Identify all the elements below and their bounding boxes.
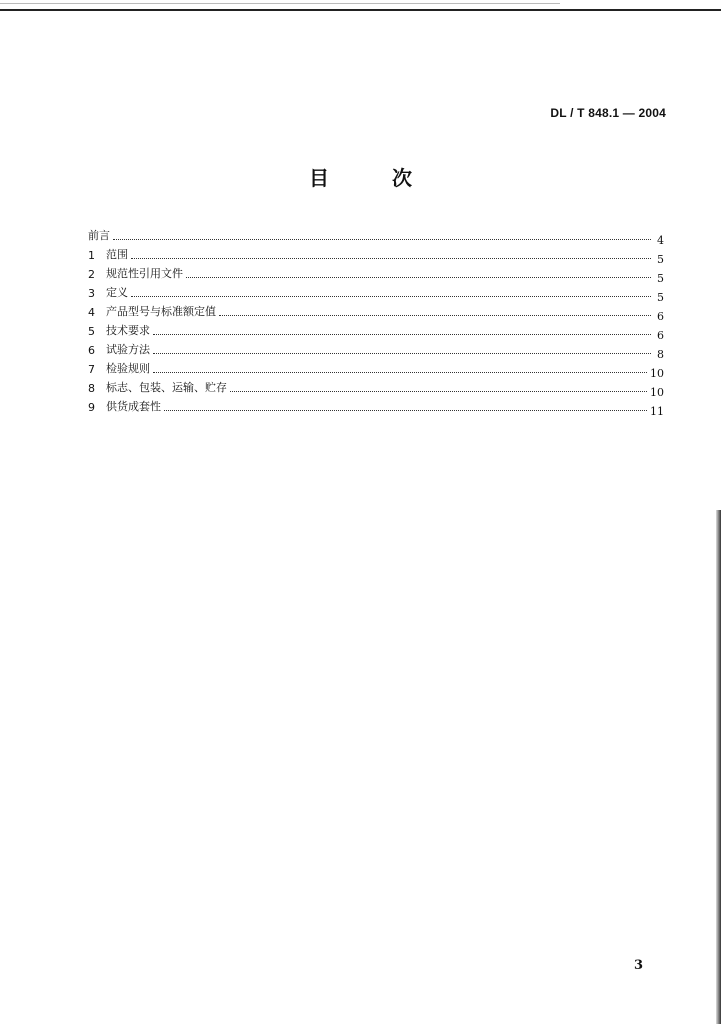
scan-top-edge-faint <box>0 3 560 4</box>
page-number: 3 <box>634 958 644 973</box>
toc-entry-test-methods[interactable] <box>88 338 664 361</box>
toc-entry-scope[interactable] <box>88 243 664 266</box>
toc-entry-label: 产品型号与标准额定值 <box>106 305 216 318</box>
toc-entry-page: 5 <box>657 272 664 285</box>
toc-entry-label: 技术要求 <box>106 324 150 337</box>
toc-title: 目 次 <box>309 166 440 190</box>
toc-entry-inspection-rules[interactable] <box>88 357 664 380</box>
toc-entry-label: 范围 <box>106 248 128 261</box>
toc-entry-number: 5 <box>88 325 95 338</box>
table-of-contents <box>88 224 664 418</box>
toc-entry-page: 8 <box>657 348 664 361</box>
toc-entry-number: 1 <box>88 249 95 262</box>
toc-entry-number: 6 <box>88 344 95 357</box>
toc-entry-label: 供货成套性 <box>106 400 161 413</box>
toc-entry-page: 6 <box>657 310 664 323</box>
toc-entry-label: 标志、包装、运输、贮存 <box>106 381 227 394</box>
toc-dot-leader <box>219 314 651 316</box>
toc-entry-supply-completeness[interactable] <box>88 395 664 418</box>
toc-dot-leader <box>113 238 651 240</box>
toc-entry-page: 11 <box>650 405 664 418</box>
toc-entry-label: 前言 <box>88 229 110 242</box>
toc-entry-definitions[interactable] <box>88 281 664 304</box>
toc-dot-leader <box>164 409 647 411</box>
toc-dot-leader <box>153 371 647 373</box>
toc-dot-leader <box>153 352 651 354</box>
toc-entry-number: 9 <box>88 401 95 414</box>
toc-entry-label: 定义 <box>106 286 128 299</box>
toc-dot-leader <box>230 390 647 392</box>
toc-dot-leader <box>153 333 651 335</box>
toc-entry-number: 4 <box>88 306 95 319</box>
toc-entry-label: 试验方法 <box>106 343 150 356</box>
toc-entry-number: 8 <box>88 382 95 395</box>
toc-entry-number: 3 <box>88 287 95 300</box>
toc-dot-leader <box>131 257 651 259</box>
toc-entry-foreword[interactable] <box>88 224 664 247</box>
toc-dot-leader <box>131 295 651 297</box>
toc-entry-page: 6 <box>657 329 664 342</box>
toc-dot-leader <box>186 276 651 278</box>
toc-entry-number: 2 <box>88 268 95 281</box>
document-code: DL / T 848.1 — 2004 <box>550 106 666 120</box>
toc-entry-number: 7 <box>88 363 95 376</box>
toc-entry-normative-references[interactable] <box>88 262 664 285</box>
scan-right-edge-shadow <box>716 510 721 1024</box>
toc-entry-label: 规范性引用文件 <box>106 267 183 280</box>
toc-entry-page: 4 <box>657 234 664 247</box>
toc-entry-label: 检验规则 <box>106 362 150 375</box>
scan-top-edge <box>0 9 721 11</box>
toc-entry-page: 5 <box>657 291 664 304</box>
toc-entry-marking-packaging[interactable] <box>88 376 664 399</box>
toc-entry-page: 10 <box>650 367 664 380</box>
toc-entry-page: 5 <box>657 253 664 266</box>
toc-entry-technical-requirements[interactable] <box>88 319 664 342</box>
toc-entry-page: 10 <box>650 386 664 399</box>
toc-entry-model-ratings[interactable] <box>88 300 664 323</box>
